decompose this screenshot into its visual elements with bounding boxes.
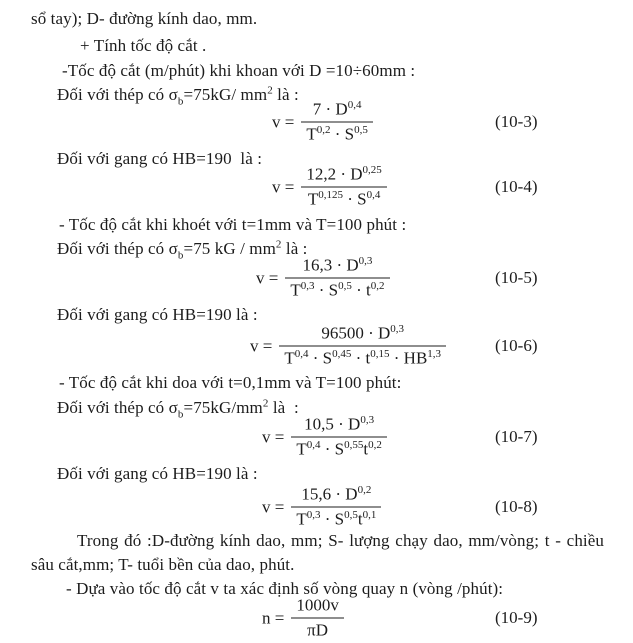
fraction	[285, 256, 389, 301]
equation-lhs: v =	[272, 177, 295, 196]
equation-label-10-6: (10-6)	[495, 336, 538, 355]
equation-10-5	[256, 256, 390, 301]
text-line-toc-do-cat-khoet: - Tốc độ cắt khi khoét với t=1mm và T=100 phút :	[59, 215, 407, 234]
denominator: $T^{0,3} \cdot S^{0,5}t^{0,1}$	[296, 508, 377, 529]
equation-row-10-9	[0, 595, 633, 640]
equation-lhs: v =	[272, 112, 295, 131]
denominator: $T^{0,3} \cdot S^{0,5} \cdot t^{0,2}$	[290, 279, 385, 300]
equation-label-10-4: (10-4)	[495, 177, 538, 196]
equation-lhs: v =	[262, 427, 285, 446]
equation-label-10-8: (10-8)	[495, 497, 538, 516]
denominator: T$^{0,2}$ · S$^{0,5}$	[306, 123, 368, 144]
equation-10-8	[262, 485, 381, 530]
text-line-tinh-toc-do-cat: + Tính tốc độ cắt .	[80, 36, 207, 55]
text-line-toc-do-cat-doa: - Tốc độ cắt khi doa với t=0,1mm và T=100 phút:	[59, 373, 402, 392]
equation-row-10-3	[0, 98, 633, 144]
numerator: 12,2 · D$^{0,25}$	[301, 165, 386, 188]
equation-lhs: n =	[262, 608, 285, 627]
text-line-gang-truoc-10-6: Đối với gang có HB=190 là :	[57, 305, 258, 324]
equation-label-10-3: (10-3)	[495, 112, 538, 131]
equation-10-9	[262, 596, 344, 641]
text-line-thep-truoc-10-3: Đối với thép có $\sigma_b=75kG/$ $mm^2$ là :	[57, 84, 299, 108]
text-line-toc-do-cat-khoan: -Tốc độ cắt (m/phút) khi khoan với D =10÷60mm :	[62, 61, 416, 80]
equation-row-10-8	[0, 483, 633, 529]
fraction	[291, 485, 381, 530]
equation-row-10-6	[0, 322, 633, 368]
equation-row-10-5	[0, 254, 633, 300]
text-line-gang-truoc-10-8: Đối với gang có HB=190 là :	[57, 464, 258, 483]
equation-10-3	[272, 100, 373, 145]
fraction	[291, 596, 344, 641]
text-line-trong-do-2: sâu cắt,mm; T- tuổi bền của dao, phút.	[31, 555, 295, 574]
text-line-trong-do-1: Trong đó :D-đường kính dao, mm; S- lượng chạy dao, mm/vòng; t - chiều	[77, 531, 604, 550]
equation-lhs: v =	[256, 268, 279, 287]
equation-label-10-9: (10-9)	[495, 608, 538, 627]
numerator: 7 · D$^{0,4}$	[301, 100, 373, 123]
fraction	[291, 415, 387, 460]
text-line-thep-truoc-10-7: Đối với thép có $\sigma_b=75kG/mm^2$ là :	[57, 397, 299, 421]
equation-10-7	[262, 415, 387, 460]
text-line-so-tay: sổ tay); D- đường kính dao, mm.	[31, 9, 258, 28]
equation-row-10-7	[0, 413, 633, 459]
equation-10-4	[272, 165, 387, 210]
equation-row-10-4	[0, 163, 633, 209]
equation-label-10-7: (10-7)	[495, 427, 538, 446]
text-line-dua-vao-toc-do-cat: - Dựa vào tốc độ cắt v ta xác định số vòng quay n (vòng /phút):	[66, 579, 504, 598]
denominator: $T^{0,4} \cdot S^{0,55}t^{0,2}$	[296, 438, 382, 459]
text-line-gang-truoc-10-4: Đối với gang có HB=190 là :	[57, 149, 263, 168]
denominator: $T^{0,4} \cdot S^{0,45} \cdot t^{0,15} \cdot HB^{1,3}$	[284, 347, 442, 368]
numerator: 10,5 · D$^{0,3}$	[291, 415, 387, 438]
denominator: πD	[307, 620, 329, 640]
fraction	[279, 324, 446, 369]
equation-lhs: v =	[250, 336, 273, 355]
numerator: 96500 · D$^{0,3}$	[279, 324, 446, 347]
fraction	[301, 165, 386, 210]
equation-10-6	[250, 324, 446, 369]
numerator: 15,6 · D$^{0,2}$	[291, 485, 381, 508]
text-line-thep-truoc-10-5: Đối với thép có $\sigma_b=75$ kG / $mm^2$ là :	[57, 238, 308, 262]
denominator: T$^{0,125}$ · S$^{0,4}$	[307, 188, 381, 209]
fraction	[301, 100, 373, 145]
numerator: 1000v	[291, 596, 344, 619]
equation-lhs: v =	[262, 497, 285, 516]
equation-label-10-5: (10-5)	[495, 268, 538, 287]
numerator: 16,3 · D$^{0,3}$	[285, 256, 389, 279]
